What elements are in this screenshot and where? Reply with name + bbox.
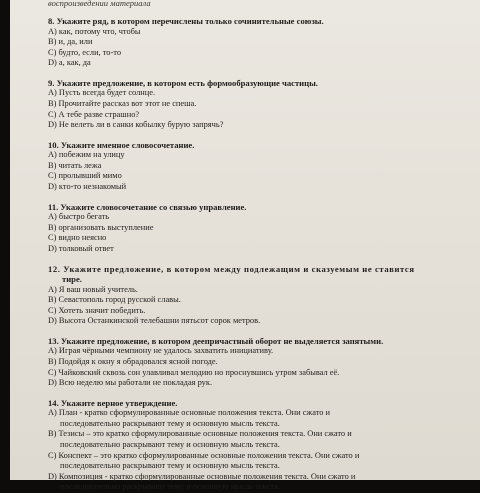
option-a: A) быстро бегать — [48, 212, 110, 222]
option-d: D) а, как, да — [48, 58, 91, 68]
option-d: D) Не велеть ли в санки кобылку бурую запрячь? — [48, 120, 224, 130]
option-d: D) Высота Останкинской телебашни пятьсот сорок метров. — [48, 316, 261, 326]
option-d: D) кто-то незнакомый — [48, 182, 127, 192]
header-fragment: воспроизведении материала — [48, 0, 151, 8]
option-a: A) как, потому что, чтобы — [48, 26, 141, 36]
option-text: D) Композиция - кратко сформулированные основные положения текста. Они сжато и — [48, 471, 356, 481]
option-c: C) будто, если, то-то — [48, 47, 122, 57]
option-text: A) План - кратко сформулированные основные положения текста. Они сжато и — [48, 408, 331, 418]
question-title-continuation: тире. — [62, 274, 82, 284]
option-text-continuation: последовательно раскрывают тему и основную мысль текста. — [60, 482, 280, 492]
option-b: B) читать лежа — [48, 160, 102, 170]
question-title: 12. Укажите предложение, в котором между подлежащим и сказуемым не ставится — [48, 263, 415, 274]
option-b: B) и, да, или — [48, 37, 93, 47]
option-b: B) Прочитайте рассказ вот этот не спеша. — [48, 98, 197, 108]
option-a: A) Играя чёрными чемпиону не удалось захватить инициативу. — [48, 346, 274, 356]
question-13 — [48, 336, 476, 389]
option-b: B) Севастополь город русской славы. — [48, 295, 181, 305]
question-12 — [48, 264, 476, 327]
option-c: C) видно неясно — [48, 233, 107, 243]
question-14 — [48, 398, 476, 493]
option-a: A) Я ваш новый учитель. — [48, 284, 138, 294]
question-8 — [48, 16, 476, 69]
option-text-continuation: последовательно раскрывают тему и основную мысль текста. — [60, 418, 280, 428]
question-title: 10. Укажите именное словосочетание. — [48, 139, 195, 150]
question-9 — [48, 78, 476, 131]
question-title: 14. Укажите верное утверждение. — [48, 397, 178, 408]
question-title: 9. Укажите предложение, в котором есть формообразующие частицы. — [48, 77, 318, 88]
option-b — [48, 429, 476, 450]
option-c: C) Чайковский сквозь сон улавливал мелодию но проснувшись утром забывал её. — [48, 367, 340, 377]
option-c: C) А тебе разве страшно? — [48, 109, 140, 119]
option-d — [48, 472, 476, 493]
option-text: B) Тезисы – это кратко сформулированные основные положения текста. Они сжато и — [48, 429, 352, 439]
question-10 — [48, 140, 476, 193]
option-text: C) Конспект – это кратко сформулированные основные положения текста. Они сжато и — [48, 450, 360, 460]
test-content — [48, 0, 476, 493]
question-11 — [48, 202, 476, 255]
option-b: B) Подойдя к окну я обрадовался ясной погоде. — [48, 356, 218, 366]
question-title: 8. Укажите ряд, в котором перечислены только сочинительные союзы. — [48, 16, 324, 26]
option-a — [48, 408, 476, 429]
option-a: A) Пусть всегда будет солнце. — [48, 88, 156, 98]
option-c — [48, 451, 476, 472]
question-title: 13. Укажите предложение, в котором деепричастный оборот не выделяется запятыми. — [48, 335, 384, 346]
paper-page — [10, 0, 480, 492]
option-c: C) Хотеть значит победить. — [48, 305, 146, 315]
option-a: A) побежим на улицу — [48, 150, 125, 160]
option-text-continuation: последовательно раскрывают тему и основную мысль текста. — [60, 461, 280, 471]
option-d: D) Всю неделю мы работали не покладая рук. — [48, 378, 213, 388]
option-d: D) толковый ответ — [48, 243, 114, 253]
question-title: 11. Укажите словосочетание со связью управление. — [48, 201, 247, 212]
option-text-continuation: последовательно раскрывают тему и основную мысль текста. — [60, 440, 280, 450]
option-b: B) организовать выступление — [48, 222, 154, 232]
option-c: C) пролывший мимо — [48, 171, 122, 181]
